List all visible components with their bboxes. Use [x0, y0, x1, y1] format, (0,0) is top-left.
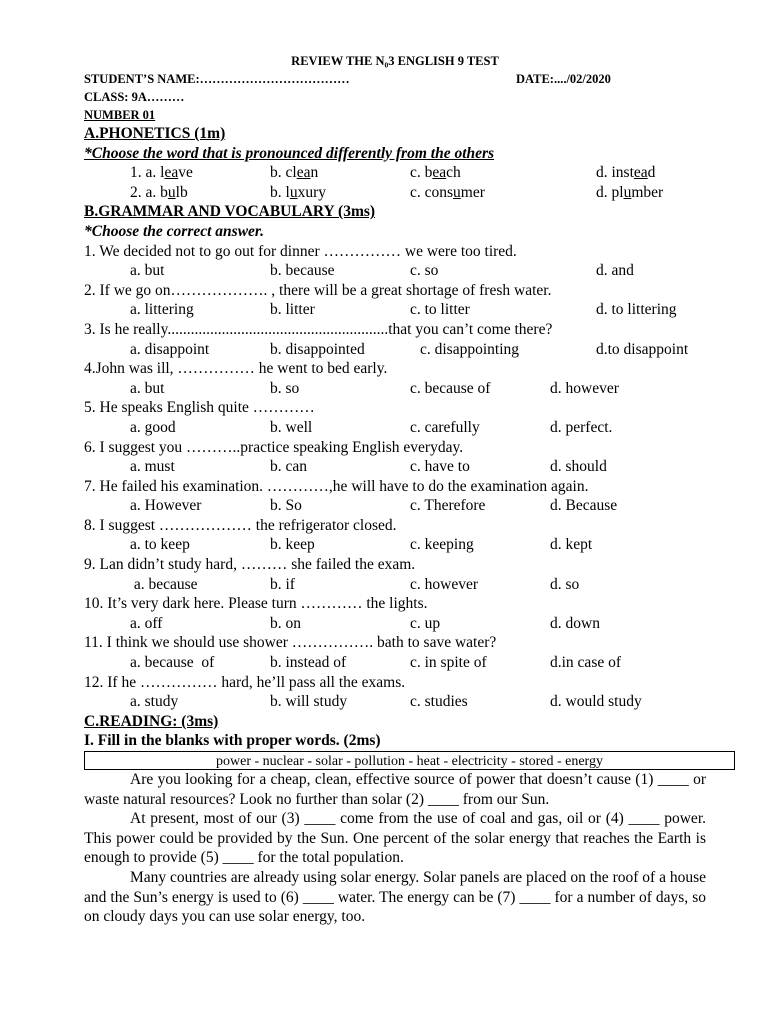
- answer-options-row: [84, 261, 706, 281]
- passage-paragraph-3: Many countries are already using solar energy. Solar panels are placed on the roof of a house and the Sun’s energy is used to (6) ____ water. The energy can be (7) ____ for a number of days, so on cloudy days you can use solar energy, too.: [84, 868, 706, 926]
- option-c: c. however: [410, 575, 478, 593]
- answer-options-row: [84, 300, 706, 320]
- option-a: a. because of: [130, 654, 215, 672]
- option-a: 1. a. leave: [130, 164, 193, 182]
- option-c: c. up: [410, 614, 441, 632]
- answer-options-row: [84, 692, 706, 712]
- option-a: 2. a. bulb: [130, 183, 188, 201]
- grammar-instruction: *Choose the correct answer.: [84, 222, 264, 240]
- question-text: 7. He failed his examination. …………,he will have to do the examination again.: [84, 477, 589, 495]
- question-text: 9. Lan didn’t study hard, ……… she failed the exam.: [84, 556, 416, 574]
- option-d: d. instead: [596, 164, 656, 182]
- question-text: 3. Is he really.........................................................that you can’t come there?: [84, 320, 553, 338]
- option-a: a. littering: [130, 301, 194, 319]
- question-text: 2. If we go on………………. , there will be a great shortage of fresh water.: [84, 281, 552, 299]
- option-c: c. because of: [410, 379, 491, 397]
- phonetics-heading: A.PHONETICS (1m): [84, 125, 226, 142]
- option-c: c. to litter: [410, 301, 470, 319]
- option-a: a. must: [130, 458, 175, 476]
- option-c: c. keeping: [410, 536, 474, 554]
- option-a: a. off: [130, 614, 163, 632]
- answer-options-row: [84, 653, 706, 673]
- option-d: d. and: [596, 262, 634, 280]
- option-b: b. luxury: [270, 183, 326, 201]
- option-a: a. but: [130, 379, 165, 397]
- question-text: 8. I suggest ……………… the refrigerator closed.: [84, 516, 397, 534]
- option-b: b. because: [270, 262, 335, 280]
- date-field: DATE:..../02/2020: [516, 72, 611, 86]
- option-d: d.in case of: [550, 654, 622, 672]
- option-a: a. because: [130, 575, 198, 593]
- question-text: 10. It’s very dark here. Please turn ………… the lights.: [84, 595, 428, 613]
- answer-options-row: [84, 379, 706, 399]
- option-b: b. instead of: [270, 654, 347, 672]
- answer-options-row: [84, 418, 706, 438]
- student-name-field: STUDENT’S NAME:………………………………: [84, 72, 350, 86]
- grammar-heading: B.GRAMMAR AND VOCABULARY (3ms): [84, 203, 376, 221]
- answer-options-row: [84, 496, 706, 516]
- option-c: c. so: [410, 262, 439, 280]
- student-name-row: [84, 70, 706, 88]
- option-d: d. kept: [550, 536, 593, 554]
- option-d: d. would study: [550, 693, 642, 711]
- grammar-questions: [84, 242, 706, 712]
- test-title: REVIEW THE N₀3 ENGLISH 9 TEST: [291, 54, 499, 68]
- question-text: 1. We decided not to go out for dinner …………… we were too tired.: [84, 242, 517, 260]
- option-c: c. have to: [410, 458, 470, 476]
- option-b: b. disappointed: [270, 340, 365, 358]
- question-text: 12. If he …………… hard, he’ll pass all the exams.: [84, 673, 406, 691]
- answer-options-row: [84, 614, 706, 634]
- option-a: a. disappoint: [130, 340, 210, 358]
- option-b: b. clean: [270, 164, 319, 182]
- reading-part-1-heading: I. Fill in the blanks with proper words. (2ms): [84, 732, 381, 750]
- option-a: a. good: [130, 418, 176, 436]
- option-c: c. Therefore: [410, 497, 486, 515]
- test-page: [84, 52, 706, 927]
- option-d: d. however: [550, 379, 619, 397]
- option-c: c. disappointing: [420, 340, 520, 358]
- question-text: 5. He speaks English quite …………: [84, 399, 315, 417]
- option-d: d. down: [550, 614, 600, 632]
- option-a: a. However: [130, 497, 202, 515]
- passage-paragraph-2: At present, most of our (3) ____ come from the use of coal and gas, oil or (4) ____ power. This power could be provided by the Sun. One percent of the solar energy that reaches the Earth is enough to provide (5) ____ for the total population.: [84, 810, 706, 867]
- option-d: d. Because: [550, 497, 618, 515]
- phonetics-question-2: [84, 183, 706, 203]
- number-field: NUMBER 01: [84, 108, 156, 122]
- option-b: b. if: [270, 575, 295, 593]
- option-d: d. to littering: [596, 301, 677, 319]
- option-a: a. study: [130, 693, 179, 711]
- question-text: 4.John was ill, …………… he went to bed early.: [84, 360, 388, 378]
- question-text: 11. I think we should use shower ……………. bath to save water?: [84, 634, 497, 652]
- option-d: d.to disappoint: [596, 340, 689, 358]
- reading-heading: C.READING: (3ms): [84, 712, 219, 730]
- option-c: c. studies: [410, 693, 468, 711]
- answer-options-row: [84, 457, 706, 477]
- question-text: 6. I suggest you ………..practice speaking English everyday.: [84, 438, 464, 456]
- passage-paragraph-1: Are you looking for a cheap, clean, effective source of power that doesn’t cause (1) ____ or waste natural resources? Look no further than solar (2) ____ from our Sun.: [84, 771, 706, 808]
- option-c: c. consumer: [410, 183, 485, 201]
- option-b: b. can: [270, 458, 308, 476]
- option-c: c. carefully: [410, 418, 480, 436]
- phonetics-instruction: *Choose the word that is pronounced differently from the others: [84, 144, 495, 162]
- option-d: d. plumber: [596, 183, 664, 201]
- option-b: b. will study: [270, 693, 348, 711]
- reading-passage: [84, 770, 706, 927]
- answer-options-row: [84, 535, 706, 555]
- option-d: d. perfect.: [550, 418, 613, 436]
- option-b: b. keep: [270, 536, 315, 554]
- option-b: b. on: [270, 614, 301, 632]
- option-b: b. so: [270, 379, 300, 397]
- option-b: b. litter: [270, 301, 315, 319]
- option-c: c. in spite of: [410, 654, 487, 672]
- option-c: c. beach: [410, 164, 461, 182]
- option-d: d. so: [550, 575, 580, 593]
- option-a: a. but: [130, 262, 165, 280]
- option-d: d. should: [550, 458, 607, 476]
- word-box: power - nuclear - solar - pollution - heat - electricity - stored - energy: [84, 751, 735, 770]
- phonetics-question-1: [84, 163, 706, 183]
- option-b: b. So: [270, 497, 302, 515]
- option-a: a. to keep: [130, 536, 190, 554]
- option-b: b. well: [270, 418, 313, 436]
- answer-options-row: [84, 340, 706, 360]
- answer-options-row: [84, 575, 706, 595]
- class-field: CLASS: 9A………: [84, 90, 185, 104]
